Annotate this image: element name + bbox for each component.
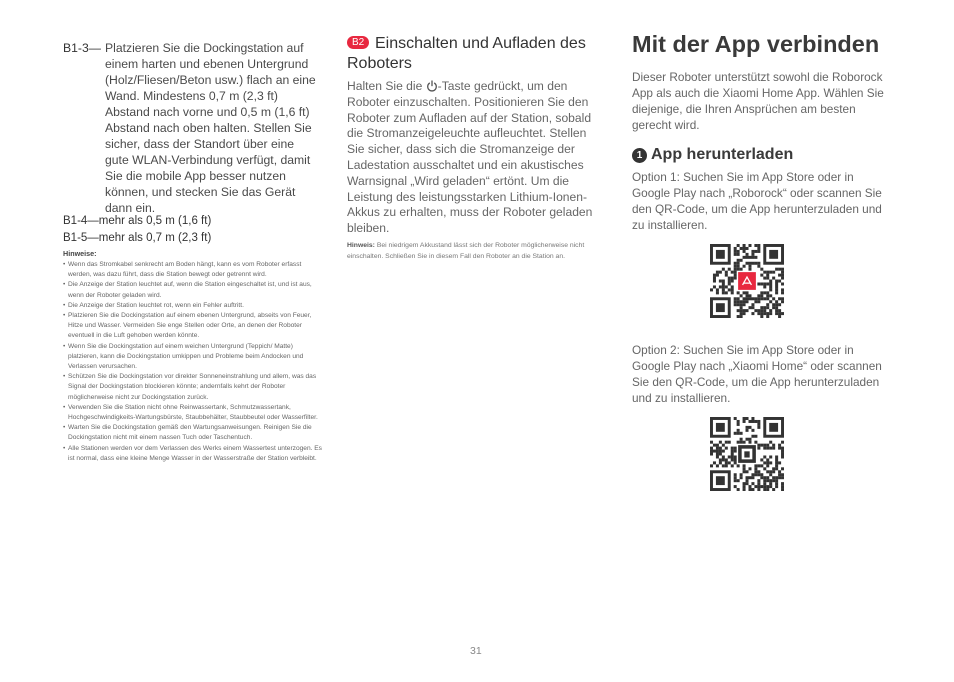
note-item: • Warten Sie die Dockingstation gemäß den Wartungsanweisungen. Reinigen Sie die Dockingstation nicht mit einem nassen Tuch oder Taschentuch. [63,423,325,443]
note-item: • Wenn Sie die Dockingstation auf einem weichen Untergrund (Teppich/ Matte) platzieren, kann die Dockingstation umkippen und Probleme beim Andocken und Verlassen verursachen. [63,342,325,373]
notes-list [63,260,325,464]
option-2-text: Option 2: Suchen Sie im App Store oder in Google Play nach „Xiaomi Home“ oder scannen Sie den QR-Code, um die App herunterzuladen und zu installieren. [632,343,882,405]
page-number: 31 [470,645,482,657]
step-heading-text: App herunterladen [651,146,794,163]
b1-3-code: B1-3— [63,41,101,55]
note-item: • Die Anzeige der Station leuchtet rot, wenn ein Fehler auftritt. [63,301,325,311]
section-heading [347,34,607,74]
b1-4-line: B1-4—mehr als 0,5 m (1,6 ft) [63,215,212,227]
hint-label: Hinweis: [347,242,375,249]
power-text-end: -Taste gedrückt, um den Roboter einzuschalten. Positionieren Sie den Roboter zum Aufladen auf der Station, sobald die Stromanzeigeleuchte aufleuchtet. Stellen Sie sicher, dass sich die Stromanzeige der Ladestation ausschaltet und ein akustisches Warnsignal „Wird geladen“ ertönt. Um die Leistung des leistungsstarken Lithium-Ionen-Akkus zu erhalten, muss der Roboter geladen bleiben. [347,79,593,236]
b1-3-text: Platzieren Sie die Dockingstation auf einem harten und ebenen Untergrund (Holz/Fliesen/Beton usw.) flach an eine Wand. Mindestens 0,7 m (2,3 ft) Abstand nach vorne und 0,5 m (1,6 ft) Abstand nach oben halten. Stellen Sie sicher, dass der Standort über eine gute WLAN-Verbindung verfügt, damit Sie die mobile App besser nutzen können, und stecken Sie das Gerät dann ein. [105,41,316,215]
xiaomi-home-qr-code-icon[interactable] [710,417,784,491]
option-1-text: Option 1: Suchen Sie im App Store oder in Google Play nach „Roborock“ oder scannen Sie den QR-Code, um die App herunterzuladen und zu installieren. [632,170,882,232]
intro-text: Dieser Roboter unterstützt sowohl die Roborock App als auch die Xiaomi Home App. Wählen Sie diejenige, die Ihren Ansprüchen am besten gerecht wird. [632,70,884,132]
hint-text: Bei niedrigem Akkustand lässt sich der Roboter möglicherweise nicht einschalten. Schließen Sie in diesem Fall den Roboter an die Station an. [347,242,585,260]
step-heading [632,146,793,164]
b1-5-line: B1-5—mehr als 0,7 m (2,3 ft) [63,232,212,244]
note-item: • Alle Stationen werden vor dem Verlassen des Werks einem Wassertest unterzogen. Es ist normal, dass eine kleine Menge Wasser in der Wasserstraße der Station verbleibt. [63,444,325,464]
roborock-qr-code-icon[interactable] [710,244,784,318]
middle-hint [347,240,609,262]
step-number-icon: 1 [632,148,647,163]
b1-3-instruction [63,40,321,216]
note-item: • Die Anzeige der Station leuchtet auf, wenn die Station eingeschaltet ist, und ist aus, wenn der Roboter geladen wird. [63,280,325,300]
note-item: • Platzieren Sie die Dockingstation auf einem ebenen Untergrund, abseits von Feuer, Hitze und Wasser. Vermeiden Sie enge Stellen oder Orte, an denen der Roboter eventuell in die Luft gehoben werden könnte. [63,311,325,342]
note-item: • Schützen Sie die Dockingstation vor direkter Sonneneinstrahlung und allem, was das Signal der Dockingstation blockieren könnte; andernfalls kehrt der Roboter möglicherweise nicht zur Dockingstation zurück. [63,372,325,403]
power-text-start: Halten Sie die [347,79,426,93]
power-icon [426,80,438,92]
note-item: • Verwenden Sie die Station nicht ohne Reinwassertank, Schmutzwassertank, Hochgeschwindigkeits-Wartungsbürste, Staubbehälter, Staubbeutel oder Wasserfilter. [63,403,325,423]
b2-badge: B2 [347,36,369,49]
power-instructions [347,79,607,237]
note-item: • Wenn das Stromkabel senkrecht am Boden hängt, kann es vom Roboter erfasst werden, was dazu führt, dass die Station bewegt oder getrennt wird. [63,260,325,280]
section-heading-text: Einschalten und Aufladen des Roboters [347,35,586,72]
notes-title: Hinweise: [63,249,97,258]
page-title: Mit der App verbinden [632,31,880,57]
